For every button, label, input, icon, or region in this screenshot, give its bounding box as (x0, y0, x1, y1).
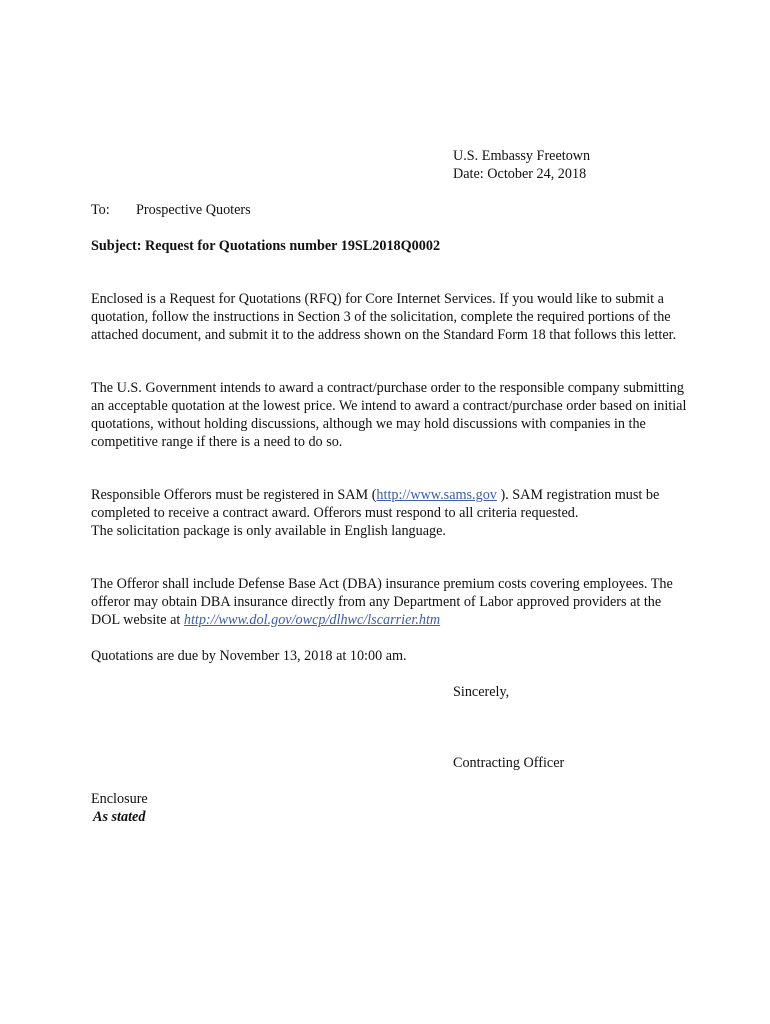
closing-salutation: Sincerely, (453, 684, 510, 700)
paragraph-rfq-intro-text-a: Enclosed is a Request for Quotations (RFQ) for Core Internet Services (91, 291, 493, 307)
paragraph-due-date (91, 647, 691, 665)
recipient-value: Prospective Quoters (136, 202, 251, 218)
paragraph-sam-text-b: ). SAM registration must be completed to receive a contract award. Offerors must respond to all criteria requested. (91, 487, 660, 521)
paragraph-due-date-text: Quotations are due by November 13, 2018 at 10:00 am. (91, 648, 407, 664)
paragraph-sam-registration (91, 486, 691, 540)
recipient-line (91, 201, 691, 219)
sender-block (453, 147, 590, 183)
subject-line: Subject: Request for Quotations number 19SL2018Q0002 (91, 238, 441, 254)
paragraph-rfq-intro-text-b: . If you would like to submit a quotation, follow the instructions in Section 3 of the solicitation, complete the required portions of the attached document, and submit it to the address shown on the Standard Form 18 that follows this letter. (91, 291, 677, 343)
signer-title: Contracting Officer (453, 755, 565, 771)
enclosure-label: Enclosure (91, 791, 148, 807)
paragraph-award-basis (91, 379, 691, 451)
sender-office: U.S. Embassy Freetown (453, 148, 591, 164)
paragraph-sam-text-a: Responsible Offerors must be registered in SAM ( (91, 487, 377, 503)
dol-website-link[interactable]: http://www.dol.gov/owcp/dlhwc/lscarrier.htm (183, 612, 441, 628)
paragraph-dba-insurance (91, 575, 691, 629)
paragraph-rfq-intro (91, 290, 691, 344)
enclosure-value: As stated (93, 809, 146, 825)
recipient-label: To: (91, 202, 110, 218)
sam-link[interactable]: http://www.sams.gov (376, 487, 497, 503)
enclosure-block (91, 790, 691, 826)
paragraph-sam-text-c: The solicitation package is only available in English language. (91, 523, 446, 539)
paragraph-award-basis-text: The U.S. Government intends to award a contract/purchase order to the responsible company submitting an acceptable quotation at the lowest price. We intend to award a contract/purchase order based on initial quotations, without holding discussions, although we may hold discussions with companies in the competitive range if there is a need to do so. (91, 380, 687, 450)
paragraph-dba-text: The Offeror shall include Defense Base Act (DBA) insurance premium costs covering employees. The offeror may obtain DBA insurance directly from any Department of Labor approved providers at the DOL website at (91, 576, 673, 628)
letter-date: Date: October 24, 2018 (453, 166, 587, 182)
